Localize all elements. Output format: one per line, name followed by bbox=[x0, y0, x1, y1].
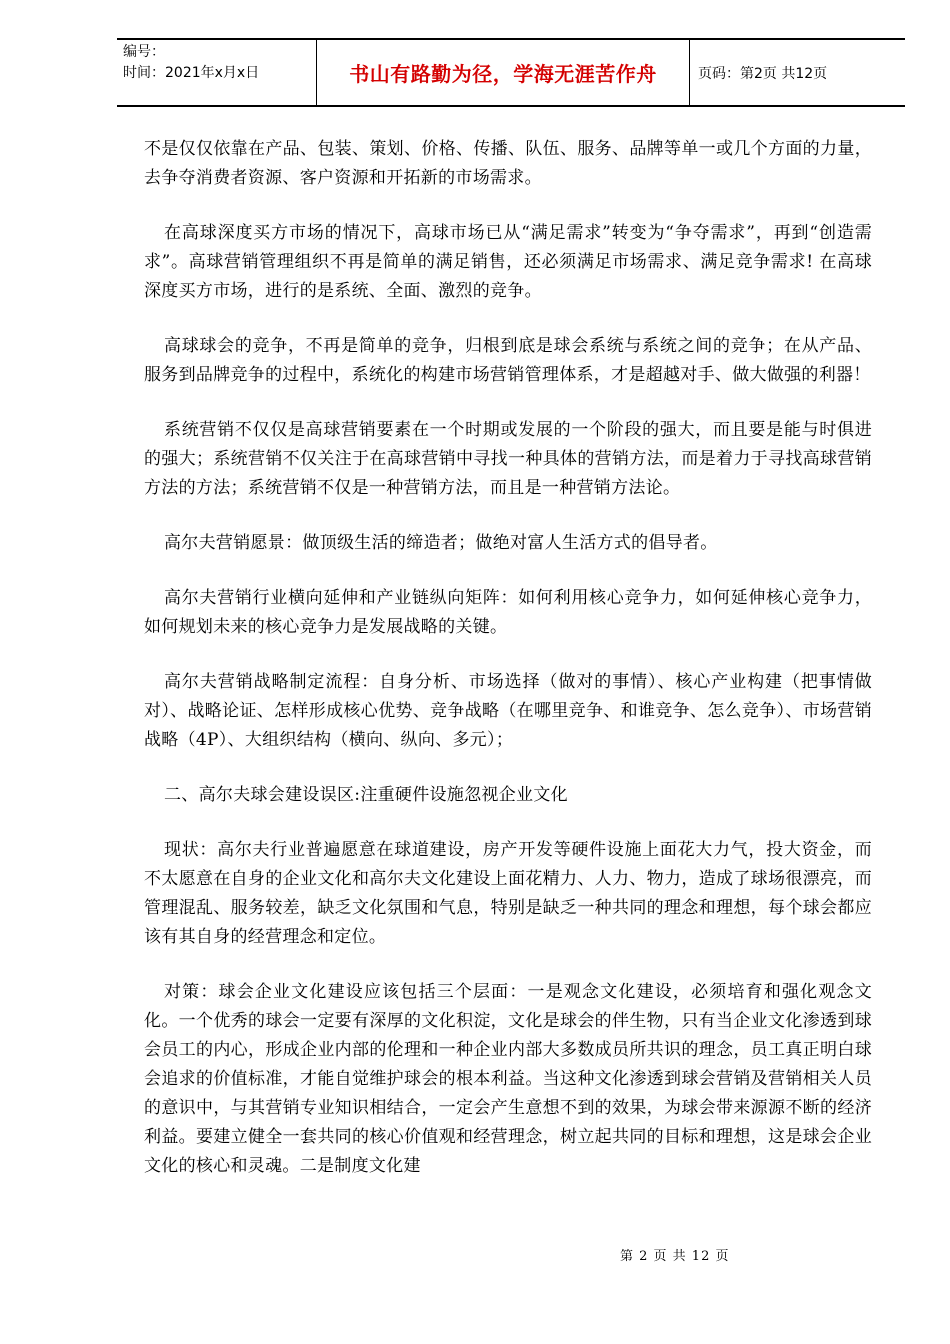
document-header bbox=[117, 38, 905, 107]
paragraph: 高球球会的竞争，不再是简单的竞争，归根到底是球会系统与系统之间的竞争；在从产品、服务到品牌竞争的过程中，系统化的构建市场营销管理体系，才是超越对手、做大做强的利器！ bbox=[144, 336, 872, 385]
paragraph: 在高球深度买方市场的情况下，高球市场已从“满足需求”转变为“争夺需求”，再到“创造需求”。高球营销管理组织不再是简单的满足销售，还必须满足市场需求、满足竞争需求! 在高球深度买方市场，进行的是系统、全面、激烈的竞争。 bbox=[144, 223, 872, 301]
header-motto: 书山有路勤为径，学海无涯苦作舟 bbox=[317, 40, 690, 105]
header-page-info: 页码：第2页 共12页 bbox=[698, 65, 828, 82]
paragraph: 高尔夫营销愿景：做顶级生活的缔造者；做绝对富人生活方式的倡导者。 bbox=[164, 533, 718, 553]
paragraph: 高尔夫营销行业横向延伸和产业链纵向矩阵：如何利用核心竞争力，如何延伸核心竞争力，如何规划未来的核心竞争力是发展战略的关键。 bbox=[144, 588, 872, 637]
header-serial-label: 编号： bbox=[123, 44, 165, 60]
page-footer: 第 2 页 共 12 页 bbox=[620, 1249, 730, 1264]
paragraph: 不是仅仅依靠在产品、包装、策划、价格、传播、队伍、服务、品牌等单一或几个方面的力量，去争夺消费者资源、客户资源和开拓新的市场需求。 bbox=[144, 139, 872, 188]
section-heading: 二、高尔夫球会建设误区:注重硬件设施忽视企业文化 bbox=[164, 785, 568, 805]
paragraph: 现状：高尔夫行业普遍愿意在球道建设，房产开发等硬件设施上面花大力气，投大资金，而不太愿意在自身的企业文化和高尔夫文化建设上面花精力、人力、物力，造成了球场很漂亮，而管理混乱、服务较差，缺乏文化氛围和气息，特别是缺乏一种共同的理念和理想，每个球会都应该有其自身的经营理念和定位。 bbox=[144, 840, 872, 947]
document-body bbox=[144, 135, 872, 1207]
header-meta bbox=[117, 40, 317, 105]
paragraph: 对策：球会企业文化建设应该包括三个层面：一是观念文化建设，必须培育和强化观念文化。一个优秀的球会一定要有深厚的文化积淀，文化是球会的伴生物，只有当企业文化渗透到球会员工的内心，形成企业内部的伦理和一种企业内部大多数成员所共识的理念，员工真正明白球会追求的价值标准，才能自觉维护球会的根本利益。当这种文化渗透到球会营销及营销相关人员的意识中，与其营销专业知识相结合，一定会产生意想不到的效果，为球会带来源源不断的经济利益。要建立健全一套共同的核心价值观和经营理念，树立起共同的目标和理想，这是球会企业文化的核心和灵魂。二是制度文化建 bbox=[144, 982, 872, 1176]
paragraph: 系统营销不仅仅是高球营销要素在一个时期或发展的一个阶段的强大，而且要是能与时俱进的强大；系统营销不仅关注于在高球营销中寻找一种具体的营销方法，而是着力于寻找高球营销方法的方法；系统营销不仅是一种营销方法，而且是一种营销方法论。 bbox=[144, 420, 872, 498]
paragraph: 高尔夫营销战略制定流程：自身分析、市场选择（做对的事情）、核心产业构建（把事情做对）、战略论证、怎样形成核心优势、竞争战略（在哪里竞争、和谁竞争、怎么竞争）、市场营销战略（4P）、大组织结构（横向、纵向、多元）； bbox=[144, 672, 872, 750]
header-date: 时间：2021年x月x日 bbox=[123, 65, 260, 81]
